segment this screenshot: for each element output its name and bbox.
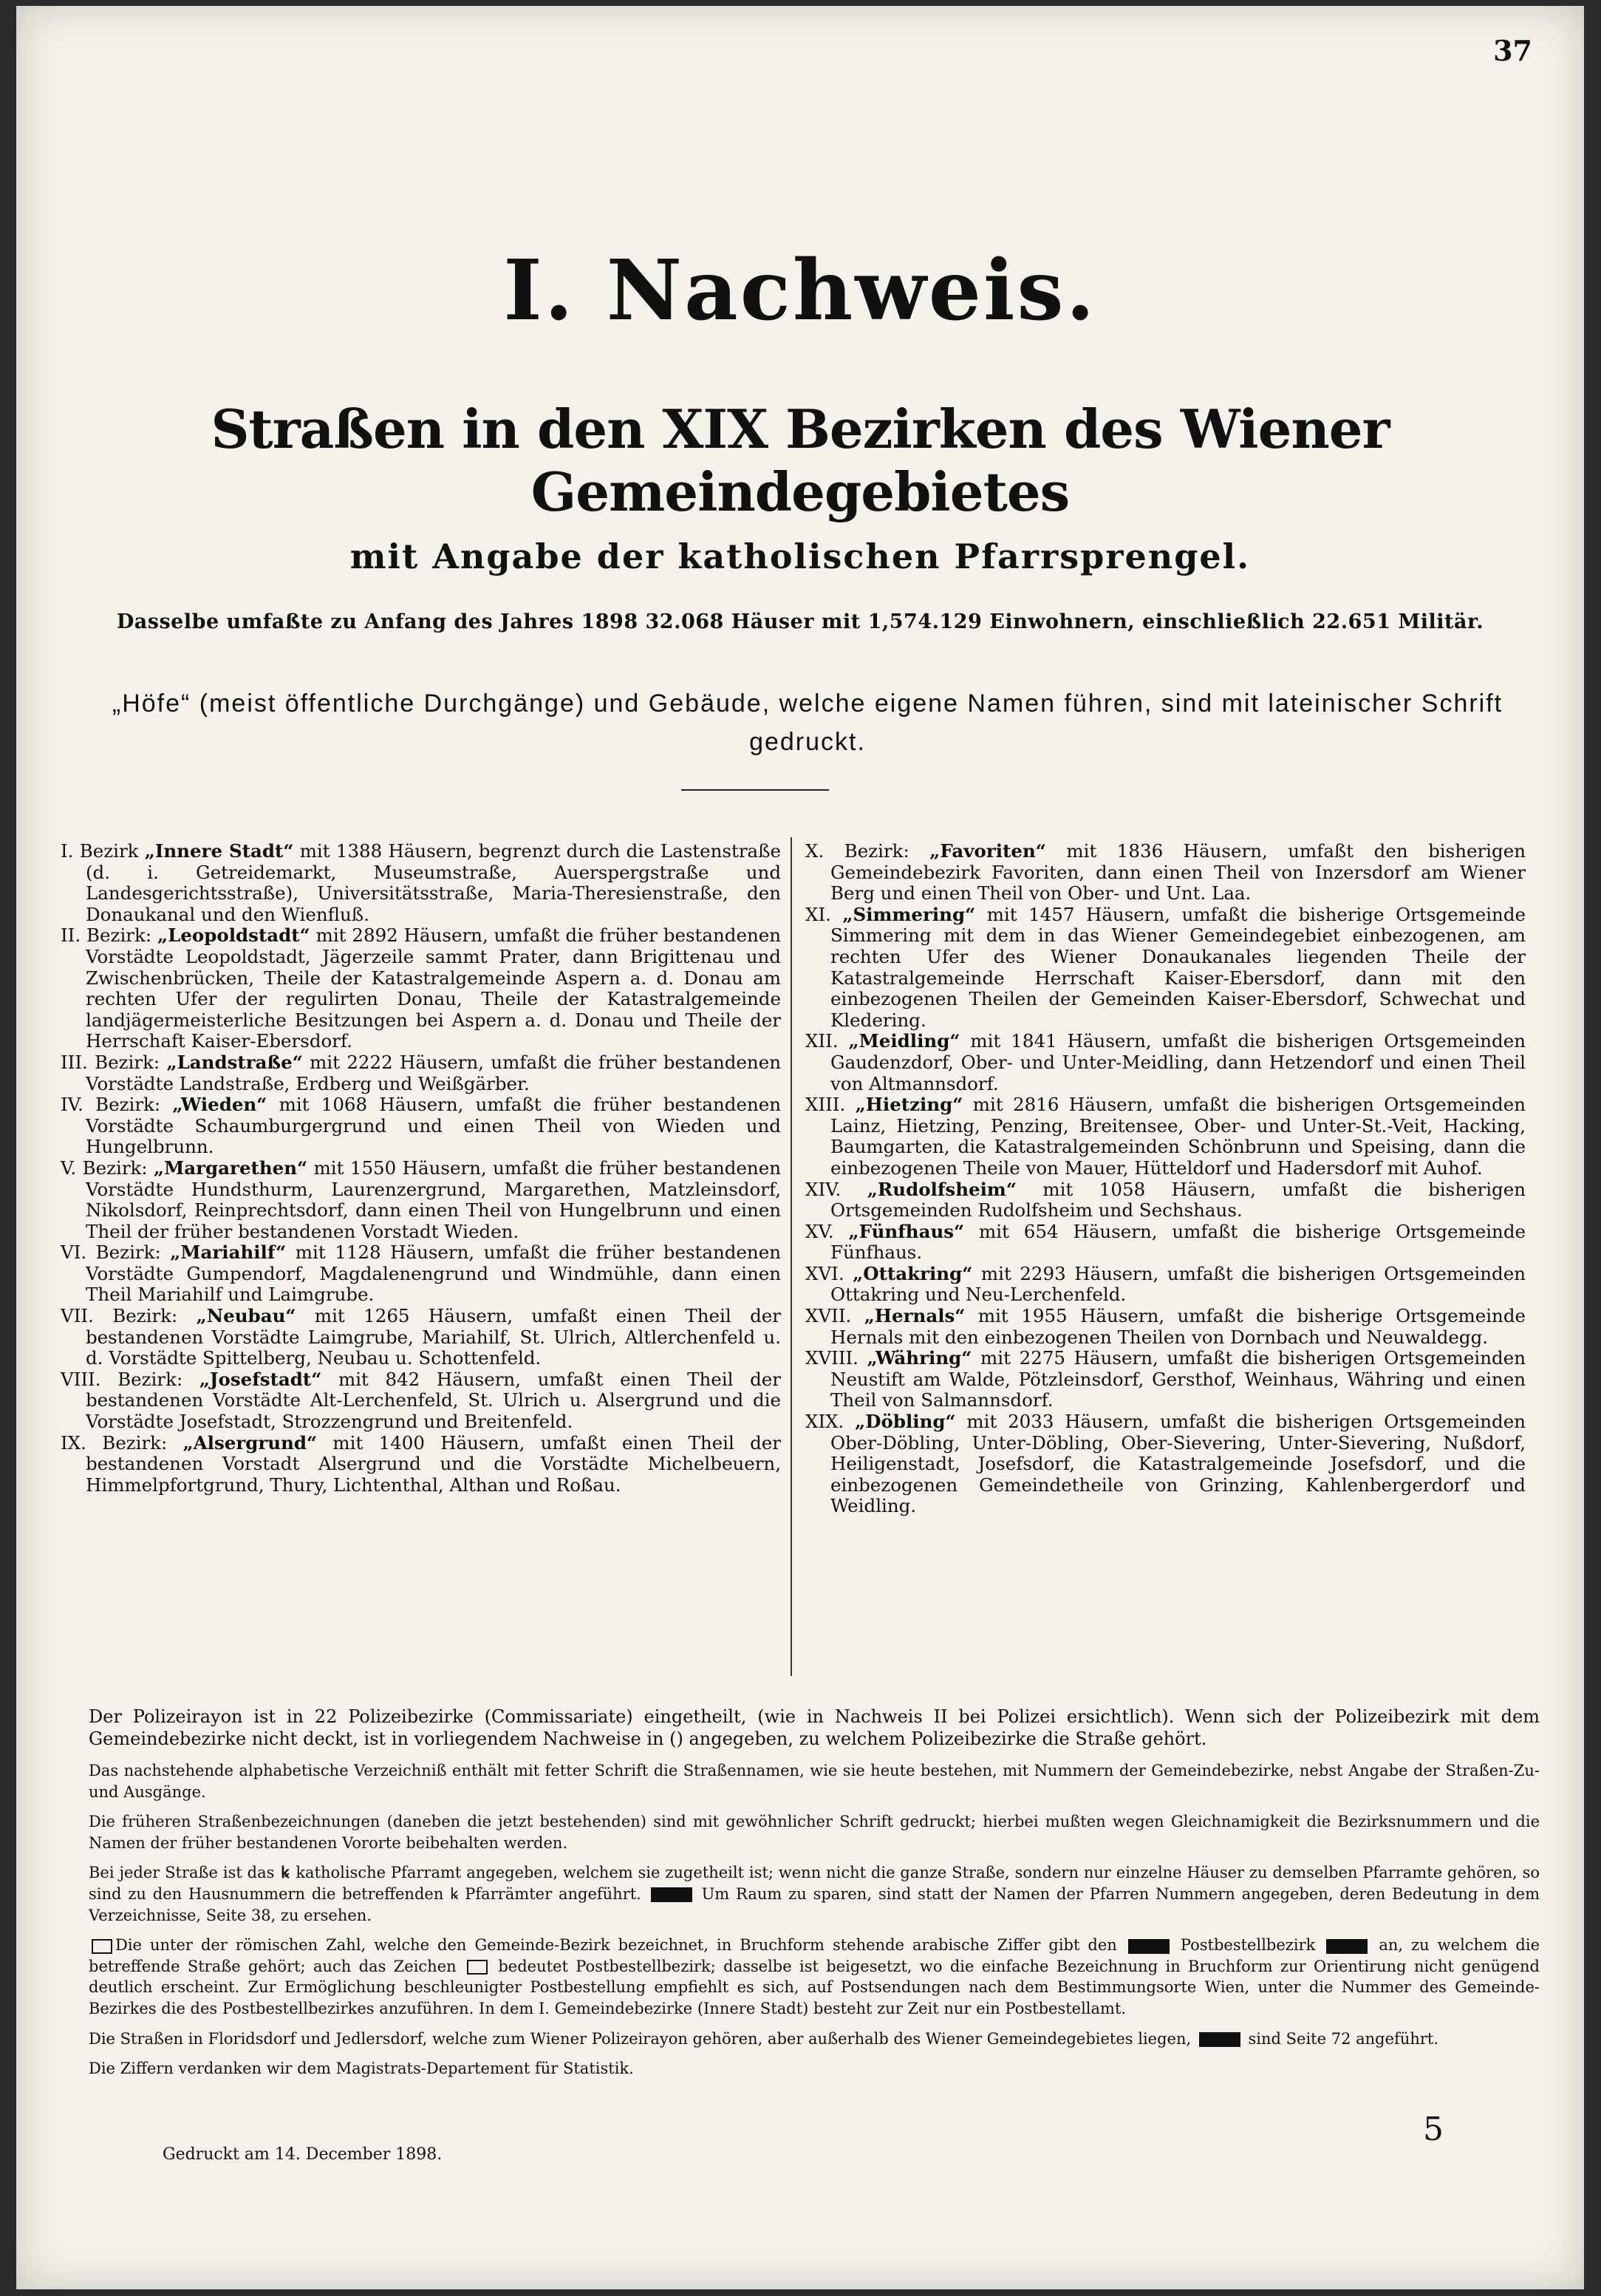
- district-description: mit 1128 Häusern, umfaßt die früher bestandenen Vorstädte Gumpendorf, Magdalenengrund und Windmühle, dann einen Theil Mariahilf und Laimgrube.: [86, 1241, 781, 1306]
- page-subheading: mit Angabe der katholischen Pfarrsprengel.: [349, 536, 1251, 576]
- note-police: Der Polizeirayon ist in 22 Polizeibezirke (Commissariate) eingetheilt, (wie in Nachweis II bei Polizei ersichtlich). Wenn sich der Polizeibezirk mit dem Gemeindebezirke nicht deckt, ist in vorliegendem Nachweise in () angegeben, zu welchem Polizeibezirke die Straße gehört.: [89, 1706, 1540, 1749]
- section-rule: [681, 789, 829, 791]
- district-prefix: XIV.: [805, 1178, 867, 1200]
- district-name: „Alsergrund“: [182, 1431, 318, 1454]
- district-name: „Innere Stadt“: [144, 840, 294, 862]
- district-name: „Leopoldstadt“: [157, 924, 310, 947]
- district-description: mit 1836 Häusern, umfaßt den bisherigen Gemeindebezirk Favoriten, dann einen Theil von Inzersdorf am Wiener Berg und einen Theil von Ober- und Unt. Laa.: [830, 840, 1526, 905]
- district-entry: [61, 1094, 781, 1158]
- district-entry: [805, 1179, 1526, 1222]
- district-entry: [61, 1306, 781, 1369]
- district-name: „Ottakring“: [853, 1262, 973, 1284]
- district-name: „Josefstadt“: [199, 1368, 322, 1390]
- district-name: „Landstraße“: [166, 1051, 303, 1073]
- district-name: „Rudolfsheim“: [867, 1178, 1017, 1200]
- district-name: „Fünfhaus“: [848, 1220, 965, 1242]
- district-prefix: XII.: [805, 1030, 849, 1052]
- district-entry: [805, 1306, 1526, 1348]
- district-prefix: III. Bezirk:: [61, 1051, 167, 1073]
- district-entry: [61, 1242, 781, 1306]
- district-prefix: XI.: [805, 903, 843, 925]
- district-entry: [61, 1369, 781, 1433]
- pointing-hand-icon: [651, 1887, 692, 1902]
- district-description: mit 2033 Häusern, umfaßt die bisherigen Ortsgemeinden Ober-Döbling, Unter-Döbling, Ober-Sievering, Unter-Sievering, Nußdorf, Heiligenstadt, Josefsdorf, die Katastralgemeinde Josefsdorf, und die einbezogenen Gemeindetheile von Grinzing, Kahlenbergerdorf und Weidling.: [830, 1411, 1526, 1517]
- district-prefix: VI. Bezirk:: [61, 1241, 171, 1264]
- district-description: mit 1841 Häusern, umfaßt die bisherigen Ortsgemeinden Gaudenzdorf, Ober- und Unter-Meidling, dann Hetzendorf und einen Theil von Altmannsdorf.: [830, 1030, 1526, 1094]
- district-prefix: X. Bezirk:: [805, 840, 930, 862]
- district-name: „Wieden“: [172, 1094, 267, 1116]
- district-name: „Simmering“: [842, 903, 976, 925]
- district-entry: [805, 1031, 1526, 1094]
- district-description: mit 1068 Häusern, umfaßt die früher bestandenen Vorstädte Schaumburgergrund und einen Theil von Wieden und Hungelbrunn.: [86, 1094, 782, 1158]
- district-description: mit 1550 Häusern, umfaßt die früher bestandenen Vorstädte Hundsthurm, Laurenzergrund, Margarethen, Matzleinsdorf, Nikolsdorf, Reinprechtsdorf, dann einen Theil von Hungelbrunn und einen Theil der früher bestandenen Vorstadt Wieden.: [86, 1156, 781, 1242]
- district-description: mit 2816 Häusern, umfaßt die bisherigen Ortsgemeinden Lainz, Hietzing, Penzing, Breitensee, Ober- und Unter-St.-Veit, Hacking, Baumgarten, die Katastralgemeinden Schönbrunn und Speising, dann die einbezogenen Theile von Mauer, Hütteldorf und Hadersdorf mit Auhof.: [830, 1094, 1526, 1179]
- district-prefix: XVII.: [805, 1305, 864, 1327]
- postal-sign-icon: [467, 1960, 488, 1975]
- page-heading: Straßen in den XIX Bezirken des Wiener Gemeindegebietes: [211, 398, 1390, 523]
- district-prefix: IX. Bezirk:: [61, 1431, 183, 1454]
- district-entry: [805, 1094, 1526, 1179]
- district-description: mit 2222 Häusern, umfaßt die früher bestandenen Vorstädte Landstraße, Erdberg und Weißgärber.: [86, 1051, 781, 1094]
- district-description: mit 654 Häusern, umfaßt die bisherige Ortsgemeinde Fünfhaus.: [830, 1220, 1526, 1264]
- district-name: „Favoriten“: [929, 840, 1046, 862]
- district-name: „Hernals“: [864, 1305, 966, 1327]
- post-office-icon: [1128, 1939, 1170, 1954]
- district-prefix: XIX.: [805, 1411, 856, 1433]
- district-entry: [805, 1222, 1526, 1264]
- district-prefix: I. Bezirk: [61, 840, 145, 862]
- post-office-small-icon: [1326, 1939, 1368, 1954]
- page-title: I. Nachweis.: [503, 242, 1097, 339]
- district-entry: [61, 1158, 781, 1242]
- district-name: „Döbling“: [855, 1411, 956, 1433]
- printed-date: Gedruckt am 14. December 1898.: [163, 2145, 443, 2164]
- note-former-names: Die früheren Straßenbezeichnungen (daneben die jetzt bestehenden) sind mit gewöhnlicher Schrift gedruckt; hierbei mußten wegen Gleichnamigkeit die Bezirksnummern und die Namen der früher bestandenen Vororte beibehalten werden.: [89, 1813, 1540, 1852]
- district-prefix: VIII. Bezirk:: [61, 1368, 199, 1390]
- column-divider: [791, 837, 792, 1676]
- population-summary: Dasselbe umfaßte zu Anfang des Jahres 1898 32.068 Häuser mit 1,574.129 Einwohnern, einschließlich 22.651 Militär.: [116, 610, 1484, 633]
- district-prefix: II. Bezirk:: [61, 924, 157, 947]
- district-prefix: V. Bezirk:: [61, 1156, 154, 1179]
- district-description: mit 1058 Häusern, umfaßt die bisherigen Ortsgemeinden Rudolfsheim und Sechshaus.: [830, 1178, 1526, 1222]
- district-name: „Mariahilf“: [170, 1241, 287, 1264]
- district-description: mit 2293 Häusern, umfaßt die bisherigen Ortsgemeinden Ottakring und Neu-Lerchenfeld.: [830, 1262, 1526, 1306]
- district-prefix: XVIII.: [805, 1347, 867, 1369]
- district-name: „Neubau“: [196, 1305, 296, 1327]
- note-alphabetical: Das nachstehende alphabetische Verzeichniß enthält mit fetter Schrift die Straßennamen, wie sie heute bestehen, mit Nummern der Gemeindebezirke, nebst Angabe der Straßen-Zu- und Ausgänge.: [89, 1762, 1540, 1801]
- intro-note: „Höfe“ (meist öffentliche Durchgänge) und Gebäude, welche eigene Namen führen, sind mit lateinischer Schrift gedruckt.: [112, 689, 1503, 756]
- parish-icon: ꝃ: [281, 1863, 290, 1882]
- district-description: mit 1265 Häusern, umfaßt einen Theil der bestandenen Vorstädte Laimgrube, Mariahilf, St. Ulrich, Altlerchenfeld u. d. Vorstädte Spittelberg, Neubau u. Schottenfeld.: [86, 1305, 781, 1369]
- district-entry: [805, 1348, 1526, 1411]
- district-description: mit 1388 Häusern, begrenzt durch die Lastenstraße (d. i. Getreidemarkt, Museumstraße, Auerspergstraße und Landesgerichtsstraße), Universitätsstraße, Maria-Theresienstraße, den Donaukanal und den Wienfluß.: [86, 840, 782, 925]
- district-entry: [61, 841, 781, 925]
- district-prefix: IV. Bezirk:: [61, 1094, 173, 1116]
- district-description: mit 1457 Häusern, umfaßt die bisherige Ortsgemeinde Simmering mit dem in das Wiener Gemeindegebiet einbezogenen, am rechten Ufer des Wiener Donaukanales liegenden Theile der Katastralgemeinde Herrschaft Kaiser-Ebersdorf, dann mit den einbezogenen Theilen der Gemeinden Kaiser-Ebersdorf, Schwechat und Kledering.: [830, 903, 1526, 1031]
- district-description: mit 2275 Häusern, umfaßt die bisherigen Ortsgemeinden Neustift am Walde, Pötzleinsdorf, Gersthof, Weinhaus, Währing und einen Theil von Salmannsdorf.: [830, 1347, 1526, 1411]
- district-prefix: VII. Bezirk:: [61, 1305, 197, 1327]
- note-postal: Die unter der römischen Zahl, welche den Gemeinde-Bezirk bezeichnet, in Bruchform stehende arabische Ziffer gibt den Postbestellbezirk an, zu welchem die betreffende Straße gehört; auch das Zeichen bedeutet Postbestellbezirk; dasselbe ist beigesetzt, wo die einfache Bezeichnung in Bruchform zur Orientirung nicht genügend deutlich erscheint. Zur Ermöglichung beschleunigter Postbestellung empfiehlt es sich, auf Postsendungen nach dem Bestimmungsorte Wien, unter die Nummer des Gemeinde-Bezirkes die des Postbestellbezirkes anzuführen. In dem I. Gemeindebezirke (Innere Stadt) besteht zur Zeit nur ein Postbestellamt.: [89, 1936, 1540, 2017]
- district-name: „Meidling“: [848, 1030, 960, 1052]
- district-entry: [61, 925, 781, 1052]
- district-entry: [61, 1052, 781, 1094]
- district-entry: [61, 1433, 781, 1496]
- district-prefix: XIII.: [805, 1094, 856, 1116]
- district-prefix: XV.: [805, 1220, 849, 1242]
- note-statistics: Die Ziffern verdanken wir dem Magistrats-Departement für Statistik.: [89, 2060, 634, 2078]
- district-entry: [805, 1264, 1526, 1306]
- pointing-hand-icon-2: [1199, 2032, 1240, 2047]
- district-entry: [805, 841, 1526, 905]
- districts-left-column: [61, 841, 781, 1496]
- district-prefix: XVI.: [805, 1262, 853, 1284]
- document-page: [16, 6, 1584, 2289]
- note-parish: Bei jeder Straße ist das ꝃ katholische Pfarramt angegeben, welchem sie zugetheilt ist; wenn nicht die ganze Straße, sondern nur einzelne Häuser zu demselben Pfarramte gehören, so sind zu den Hausnummern die betreffenden ꝃ Pfarrämter angeführt. Um Raum zu sparen, sind statt der Namen der Pfarren Nummern angegeben, deren Bedeutung in dem Verzeichnisse, Seite 38, zu ersehen.: [89, 1863, 1540, 1924]
- district-name: „Währing“: [867, 1347, 972, 1369]
- district-entry: [805, 1411, 1526, 1517]
- district-description: mit 1955 Häusern, umfaßt die bisherige Ortsgemeinde Hernals mit den einbezogenen Theilen von Dornbach und Neuwaldegg.: [830, 1305, 1526, 1348]
- note-floridsdorf: Die Straßen in Floridsdorf und Jedlersdorf, welche zum Wiener Polizeirayon gehören, aber außerhalb des Wiener Gemeindegebietes liegen, sind Seite 72 angeführt.: [89, 2029, 1439, 2048]
- district-name: „Margarethen“: [154, 1156, 308, 1179]
- district-description: mit 842 Häusern, umfaßt einen Theil der bestandenen Vorstädte Alt-Lerchenfeld, St. Ulrich u. Alsergrund und die Vorstädte Josefstadt, Strozzengrund und Breitenfeld.: [86, 1368, 781, 1433]
- district-entry: [805, 905, 1526, 1032]
- signature-number: 5: [1423, 2111, 1444, 2148]
- district-description: mit 2892 Häusern, umfaßt die früher bestandenen Vorstädte Leopoldstadt, Jägerzeile sammt Prater, dann Brigittenau und Zwischenbrücken, Theile der Katastralgemeinde Aspern a. d. Donau am rechten Ufer der regulirten Donau, Theile der Katastralgemeinde landjägermeisterliche Besitzungen bei Aspern a. d. Donau und Theile der Herrschaft Kaiser-Ebersdorf.: [86, 924, 781, 1052]
- page-number: 37: [1493, 34, 1532, 67]
- envelope-icon: [92, 1939, 112, 1954]
- footnotes: [89, 1706, 1540, 2088]
- districts-right-column: [805, 841, 1526, 1517]
- district-description: mit 1400 Häusern, umfaßt einen Theil der bestandenen Vorstadt Alsergrund und die Vorstädte Michelbeuern, Himmelpfortgrund, Thury, Lichtenthal, Althan und Roßau.: [86, 1431, 781, 1496]
- district-name: „Hietzing“: [855, 1094, 963, 1116]
